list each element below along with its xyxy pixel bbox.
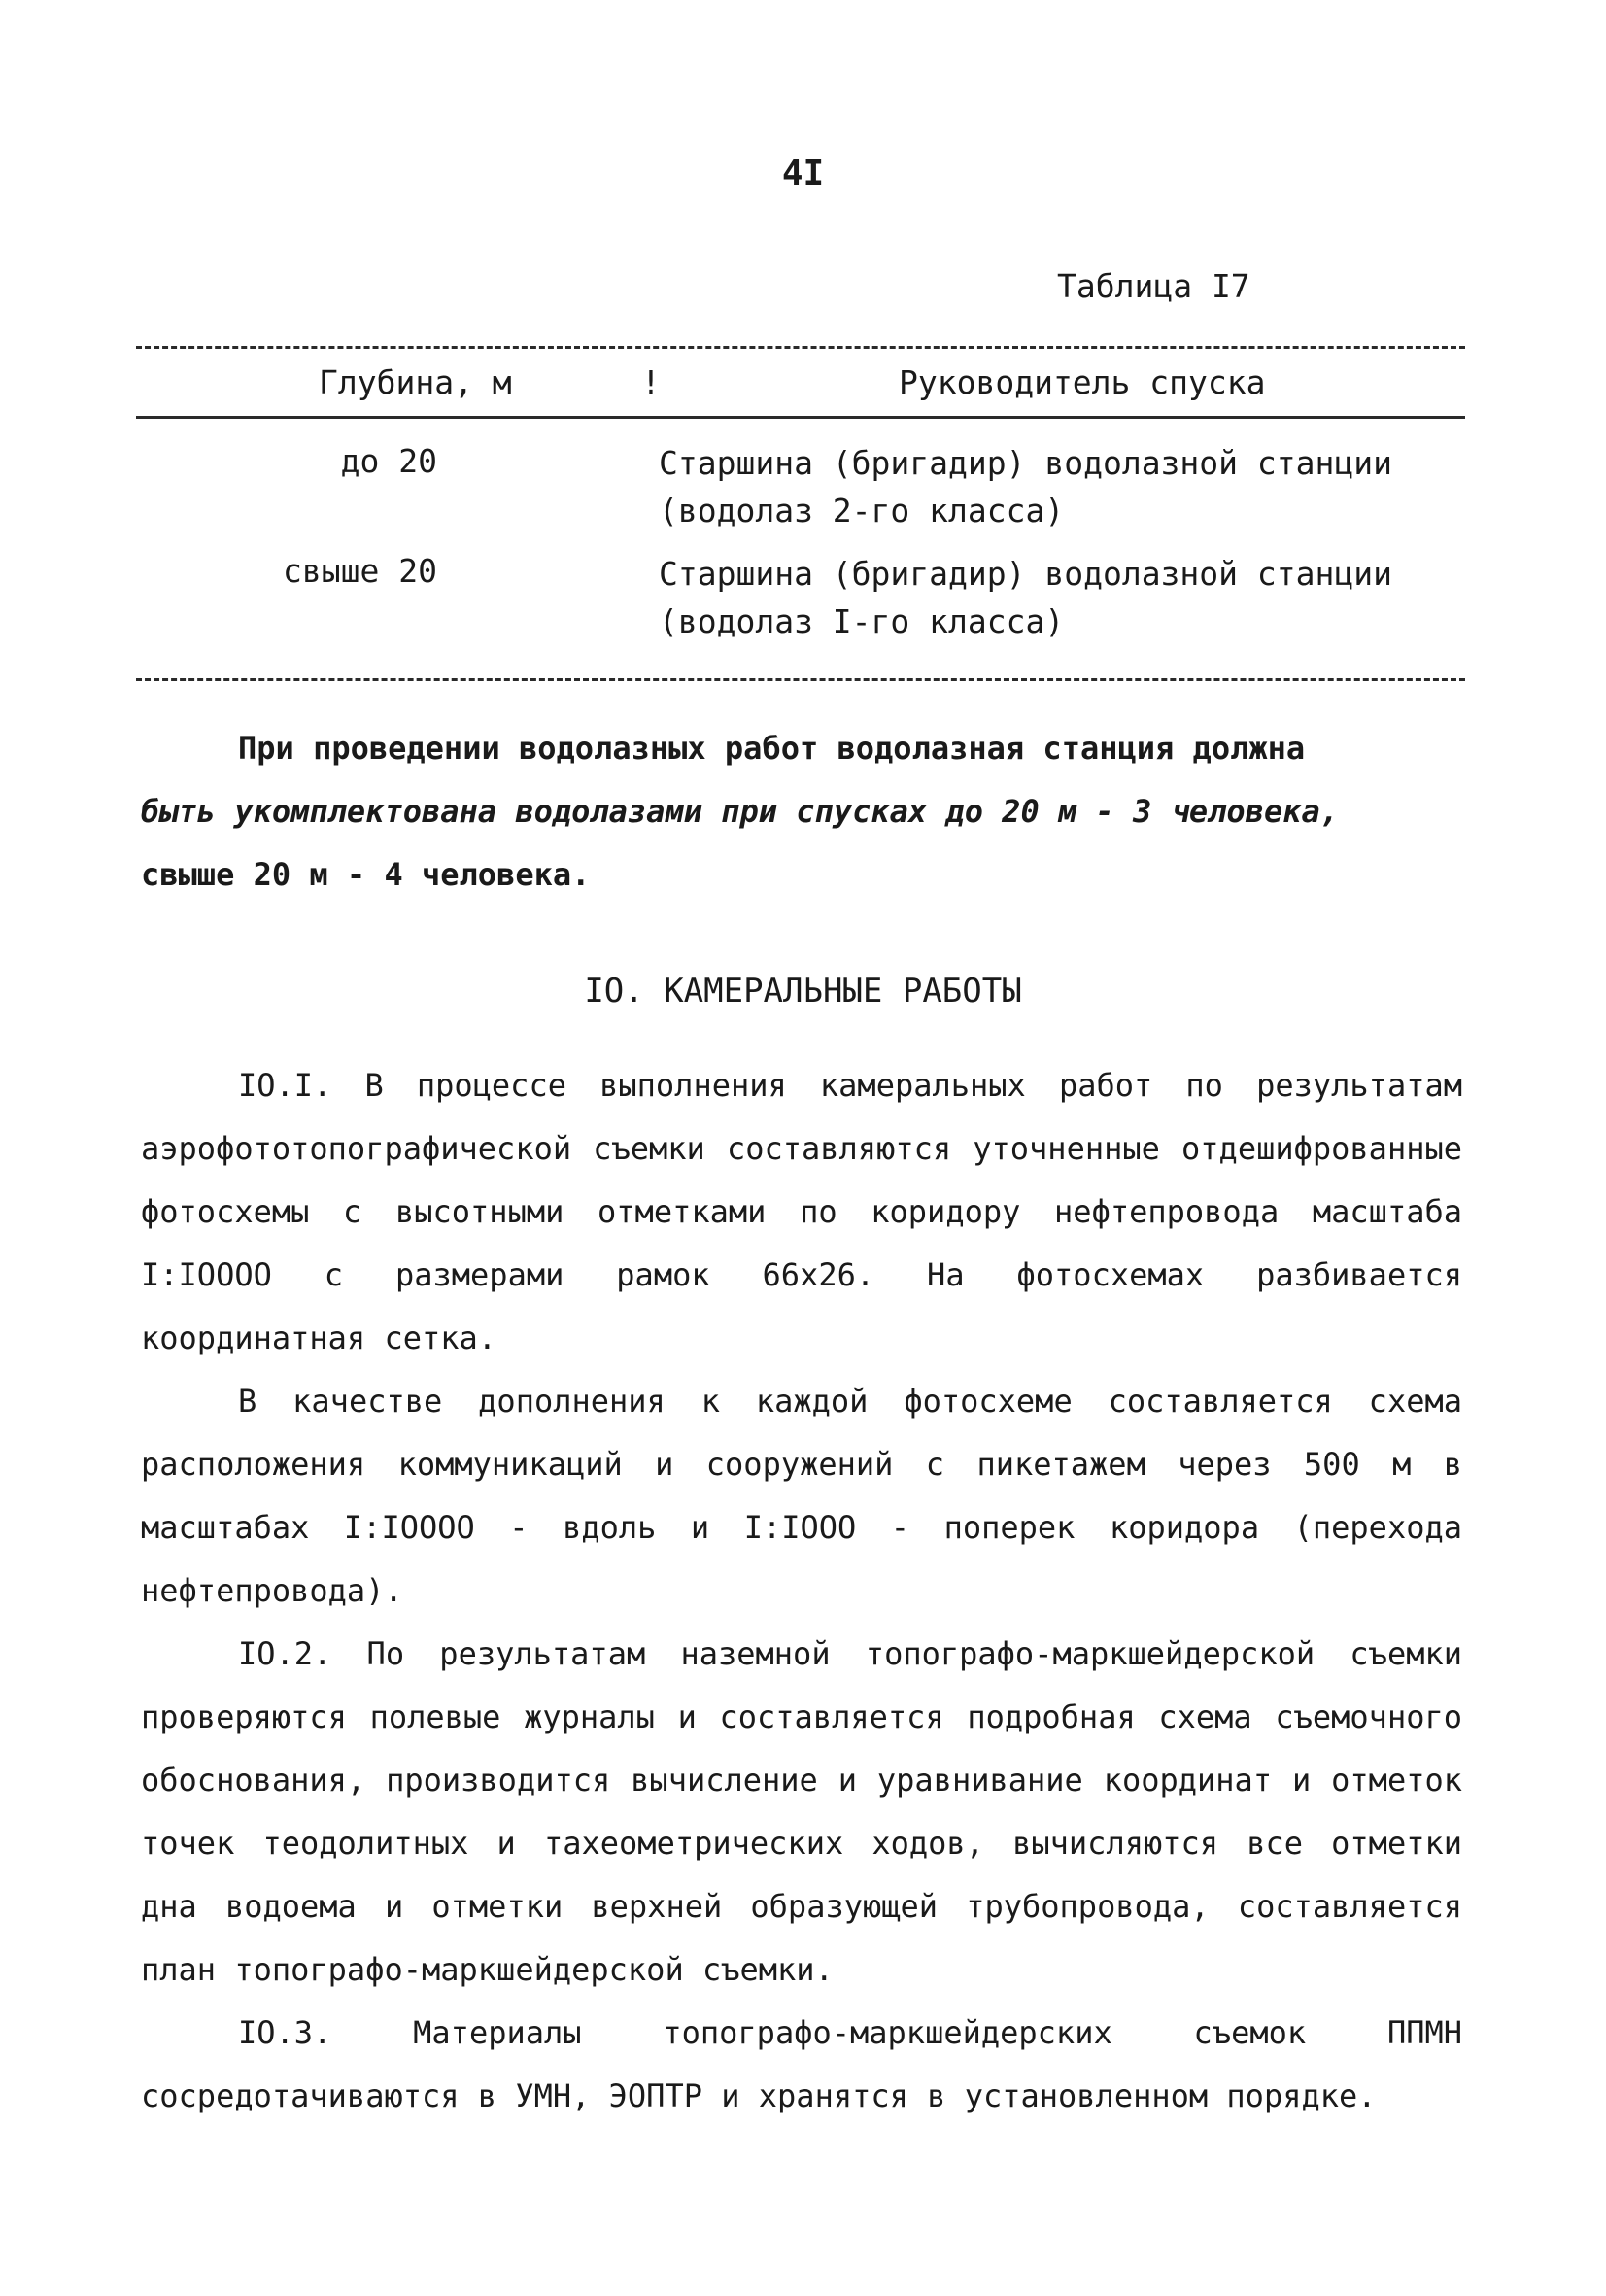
paragraph-line: быть укомплектована водолазами при спусках до 20 м - 3 человека, (141, 793, 1339, 830)
table-bottom-rule (136, 678, 1465, 681)
section-title: IO. КАМЕРАЛЬНЫЕ РАБОТЫ (584, 972, 1022, 1011)
paragraph-line: свыше 20 м - 4 человека. (141, 856, 591, 893)
paragraph-10-3: IO.3. Материалы топографо-маркшейдерских съемок ППМН сосредотачиваются в УМН, ЭОПТР и хранятся в установленном порядке. (141, 2014, 1462, 2114)
paragraph-line: При проведении водолазных работ водолазная станция должна (238, 730, 1306, 767)
table-header-leader: Руководитель спуска (899, 363, 1266, 401)
leader-line: (водолаз 2-го класса) (659, 492, 1065, 530)
table-top-rule (136, 346, 1465, 349)
table-cell-leader (659, 550, 1392, 645)
table-header-depth: Глубина, м (319, 363, 512, 401)
page-number: 4I (781, 154, 825, 193)
table-header-separator: ! (641, 363, 661, 401)
leader-line: Старшина (бригадир) водолазной станции (659, 444, 1392, 482)
paragraph-10-1: IO.I. В процессе выполнения камеральных работ по результатам аэрофототопографической съемки составляются уточненные отдешифрованные фотосхемы с высотными отметками по коридору нефтепровода масштаба I:IOOOO с размерами рамок 66х26. На фотосхемах разбивается координатная сетка. (141, 1067, 1462, 1356)
table-cell-leader (659, 439, 1392, 534)
paragraph-10-2: IO.2. По результатам наземной топографо-маркшейдерской съемки проверяются полевые журналы и составляется подробная схема съемочного обоснования, производится вычисление и уравнивание координат и отметок точек теодолитных и тахеометрических ходов, вычисляются все отметки дна водоема и отметки верхней образующей трубопровода, составляется план топографо-маркшейдерской съемки. (141, 1635, 1462, 1988)
leader-line: Старшина (бригадир) водолазной станции (659, 555, 1392, 593)
table-cell-depth: свыше 20 (283, 552, 437, 590)
table-cell-depth: до 20 (340, 442, 437, 480)
section-body (141, 1054, 1462, 2128)
table-caption: Таблица I7 (1057, 267, 1250, 305)
paragraph-10-1-supplement: В качестве дополнения к каждой фотосхеме составляется схема расположения коммуникаций и сооружений с пикетажем через 500 м в масштабах I:IOOOO - вдоль и I:IOOO - поперек коридора (перехода нефтепровода). (141, 1383, 1462, 1609)
staffing-paragraph (141, 717, 1339, 907)
leader-line: (водолаз I-го класса) (659, 602, 1065, 640)
table-header-rule (136, 416, 1465, 419)
